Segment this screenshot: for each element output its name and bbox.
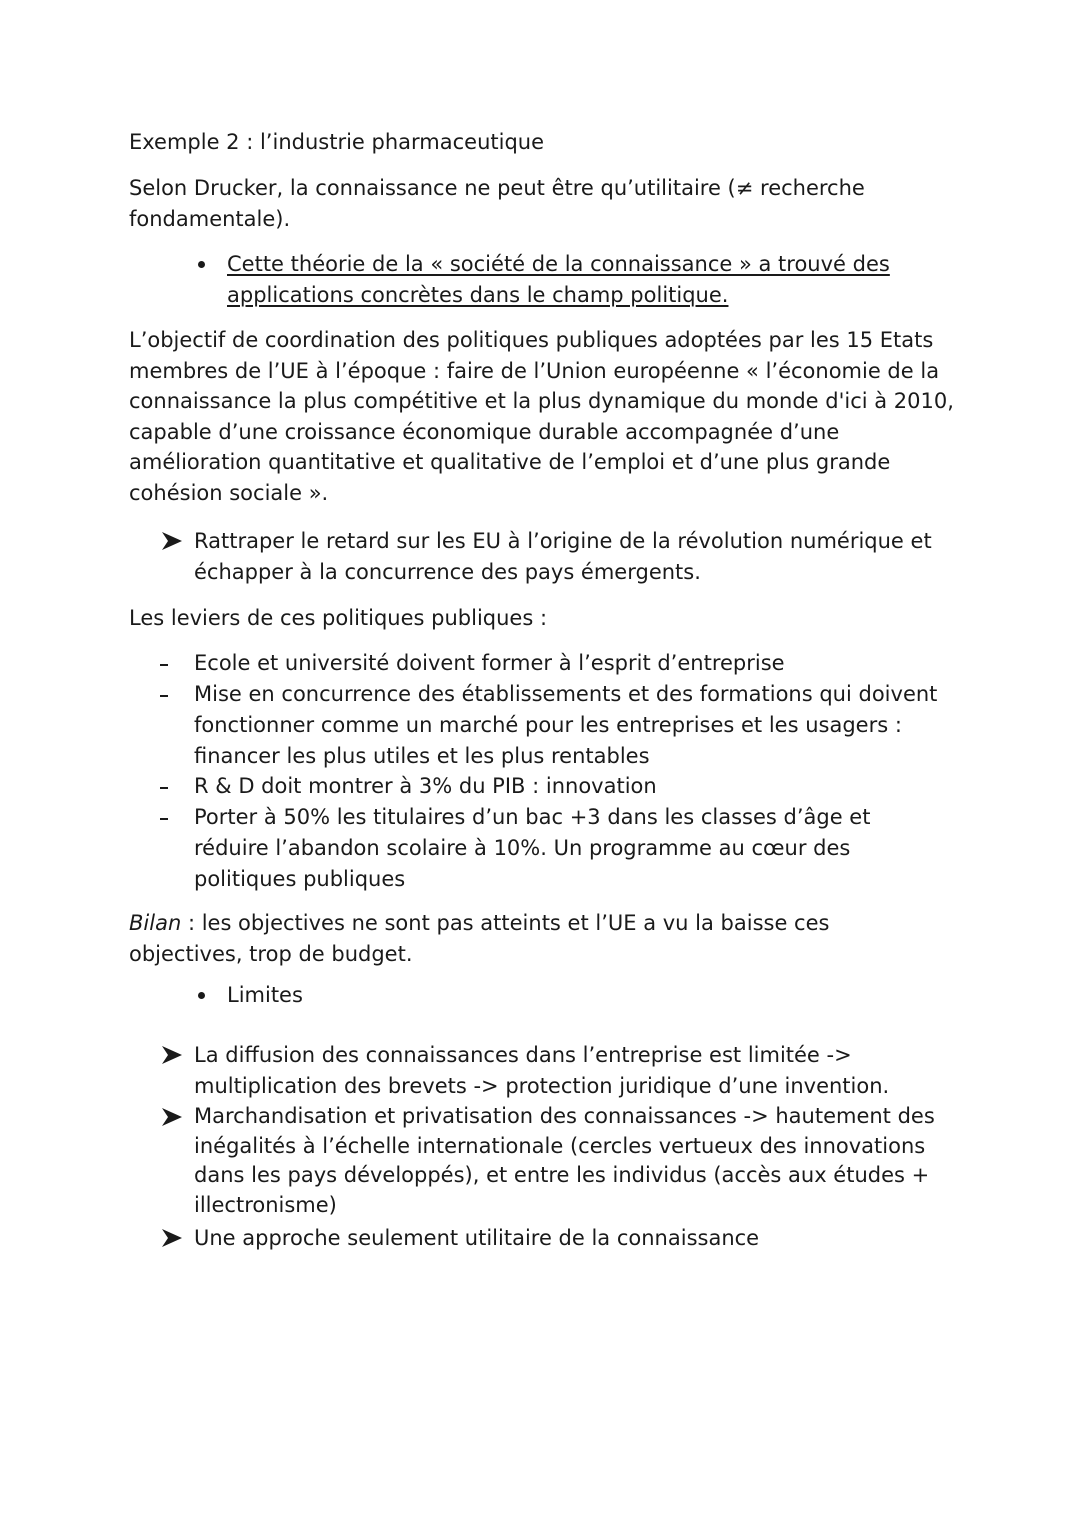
dash-bullet xyxy=(160,695,168,697)
leviers-heading: Les leviers de ces politiques publiques : xyxy=(129,606,548,630)
bullet-dot xyxy=(198,261,205,268)
dash-bullet xyxy=(160,787,168,789)
limite-item: Une approche seulement utilitaire de la connaissance xyxy=(194,1226,760,1250)
underlined-bullet: Cette théorie de la « société de la connaissance » a trouvé des applications concrètes dans le champ politique. xyxy=(227,252,890,307)
drucker-paragraph: Selon Drucker, la connaissance ne peut être qu’utilitaire (≠ recherche fondamentale). xyxy=(129,176,865,231)
arrowhead-bullet-icon xyxy=(160,530,184,552)
limites-label: Limites xyxy=(227,983,303,1007)
bullet-dot xyxy=(198,992,205,999)
arrow-rattraper: Rattraper le retard sur les EU à l’origine de la révolution numérique et échapper à la concurrence des pays émergents. xyxy=(194,529,932,584)
levier-item: R & D doit montrer à 3% du PIB : innovation xyxy=(194,774,657,798)
arrowhead-bullet-icon xyxy=(160,1106,184,1128)
levier-item: Mise en concurrence des établissements et des formations qui doivent fonctionner comme un marché pour les entreprises et les usagers : financer les plus utiles et les plus rentables xyxy=(194,682,938,768)
example-title: Exemple 2 : l’industrie pharmaceutique xyxy=(129,130,545,154)
dash-bullet xyxy=(160,818,168,820)
bilan-label: Bilan xyxy=(129,911,182,935)
bilan-paragraph xyxy=(129,908,944,969)
levier-item: Porter à 50% les titulaires d’un bac +3 dans les classes d’âge et réduire l’abandon scolaire à 10%. Un programme au cœur des politiques publiques xyxy=(194,805,871,891)
arrowhead-bullet-icon xyxy=(160,1227,184,1249)
arrowhead-bullet-icon xyxy=(160,1044,184,1066)
levier-item: Ecole et université doivent former à l’esprit d’entreprise xyxy=(194,651,785,675)
dash-bullet xyxy=(160,664,168,666)
bilan-text: : les objectives ne sont pas atteints et l’UE a vu la baisse ces objectives, trop de budget. xyxy=(129,911,830,966)
objectif-paragraph: L’objectif de coordination des politiques publiques adoptées par les 15 Etats membres de l’UE à l’époque : faire de l’Union européenne « l’économie de la connaissance la plus compétitive et la plus dynamique du monde d'ici à 2010, capable d’une croissance économique durable accompagnée d’une amélioration quantitative et qualitative de l’emploi et d’une plus grande cohésion sociale ». xyxy=(129,328,954,505)
limite-item: Marchandisation et privatisation des connaissances -> hautement des inégalités à l’échelle internationale (cercles vertueux des innovations dans les pays développés), et entre les individus (accès aux études + illectronisme) xyxy=(194,1104,935,1217)
limite-item: La diffusion des connaissances dans l’entreprise est limitée -> multiplication des brevets -> protection juridique d’une invention. xyxy=(194,1043,890,1098)
